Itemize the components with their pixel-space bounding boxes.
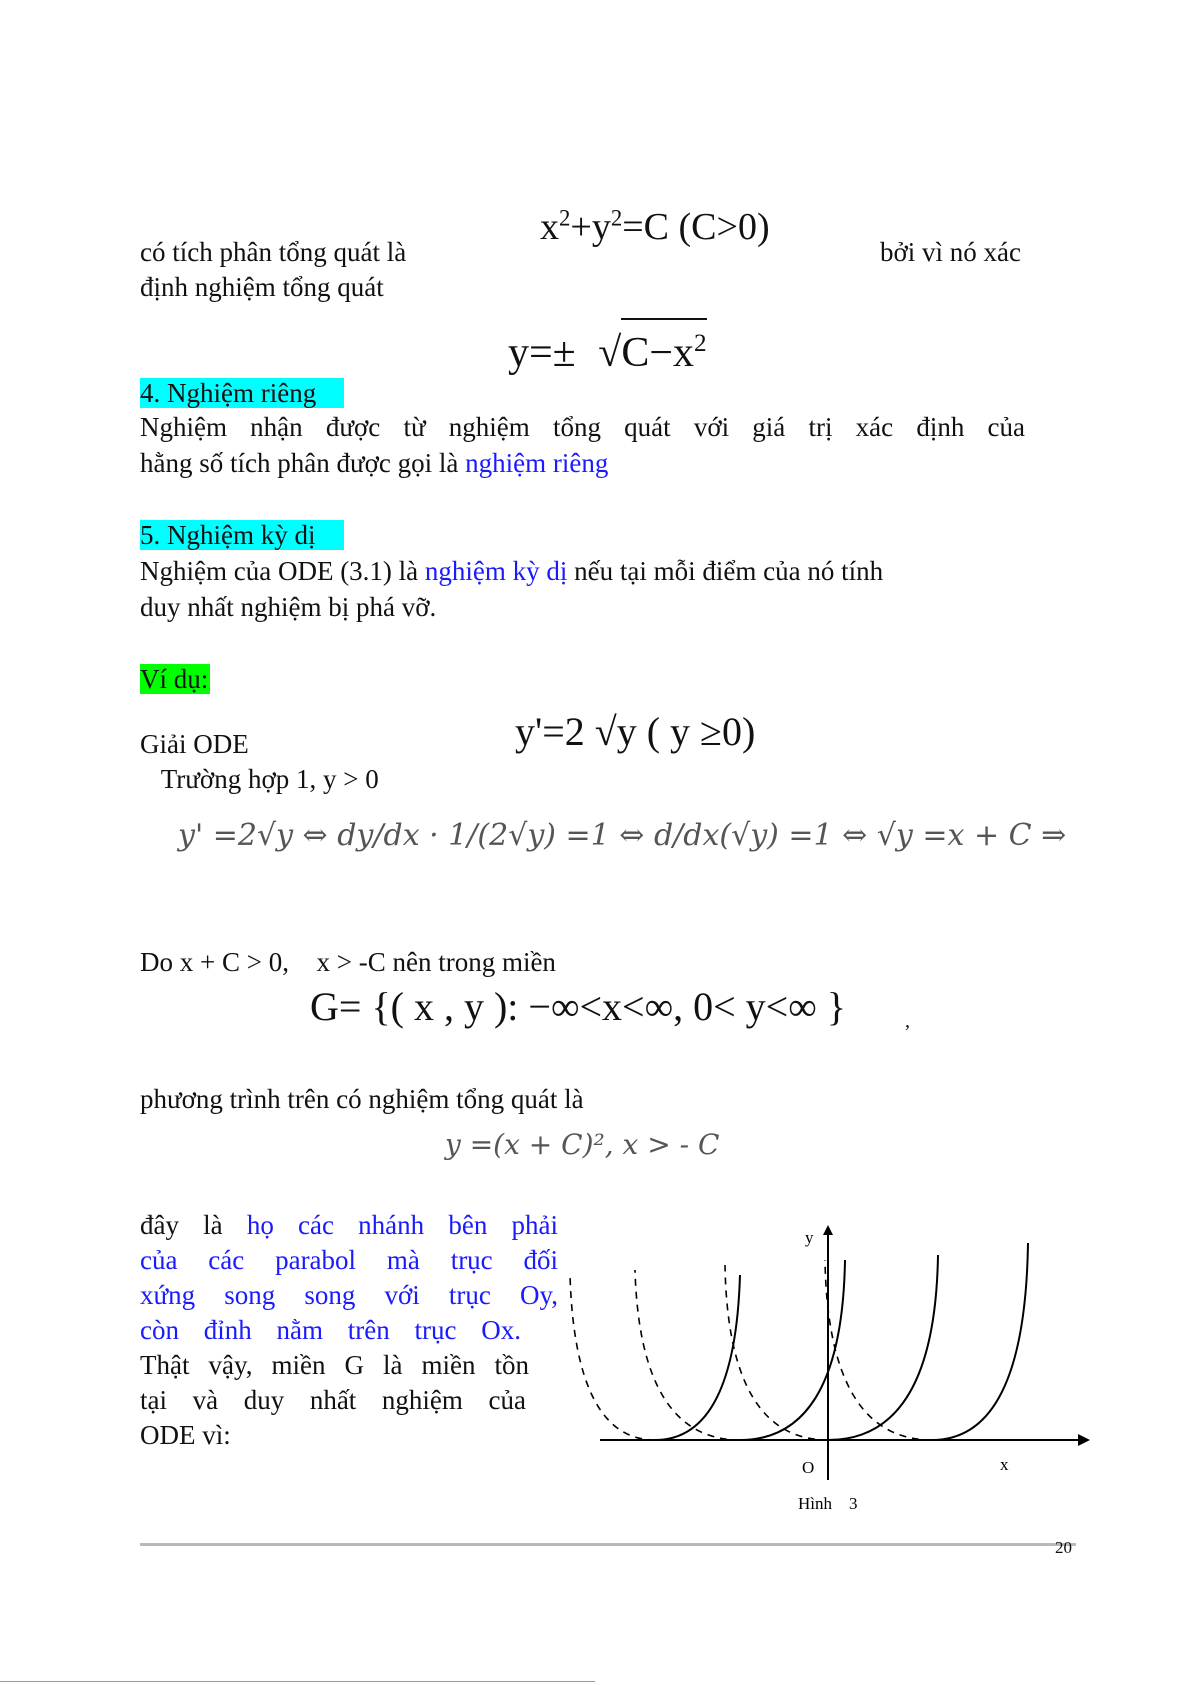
branch-dashed-2 — [635, 1270, 740, 1440]
branch-dashed-3 — [725, 1265, 828, 1440]
page-number: 20 — [1055, 1538, 1072, 1557]
explanation-line-6: tại và duy nhất nghiệm của — [140, 1385, 526, 1415]
section-4-line1: Nghiệm nhận được từ nghiệm tổng quát với giá trị xác định của — [140, 412, 1025, 442]
domain-equation: G= {( x , y ): −∞<x<∞, 0< y<∞ } — [310, 984, 846, 1029]
section-5-line1-pre: Nghiệm của ODE (3.1) là — [140, 556, 425, 586]
footer-rule — [140, 1543, 1076, 1546]
term-nghiem-ky-di: nghiệm kỳ dị — [424, 556, 568, 586]
implies-symbol — [296, 955, 310, 975]
explanation-line-1-pre: đây là — [140, 1210, 247, 1240]
example-label-text: Ví dụ: — [140, 664, 209, 694]
y-axis-arrow — [823, 1225, 833, 1235]
figure-caption: Hình 3 — [798, 1494, 858, 1513]
example-solve: Giải ODE — [140, 729, 249, 759]
branch-solid-1 — [655, 1275, 740, 1440]
term-nghiem-rieng: nghiệm riêng — [465, 448, 609, 478]
domain-intro — [140, 945, 556, 983]
branch-solid-2 — [740, 1260, 845, 1440]
sqrt-symbol: √ — [598, 330, 622, 376]
section-4-line2-pre: hằng số tích phân được gọi là — [140, 448, 466, 478]
case-1-line — [140, 762, 379, 799]
derivation-chain: y' =2√y ⇔ dy/dx · 1/(2√y) =1 ⇔ d/dx(√y) =1 ⇔ √y =x + C ⇒ — [178, 818, 1067, 853]
domain-intro-pre: Do x + C > 0, — [140, 947, 296, 977]
para-intro-after: bởi vì nó xác — [880, 237, 1021, 267]
eq2-radicand: C−x — [621, 330, 695, 376]
eq2-exp: 2 — [694, 330, 707, 357]
y-axis-label: y — [805, 1228, 814, 1247]
branch-dashed-4 — [825, 1260, 932, 1440]
section-5-line1 — [140, 554, 883, 589]
eq1-plus: + — [570, 206, 592, 248]
equation-circle — [540, 205, 770, 249]
figure-parabolas — [560, 1225, 1090, 1515]
section-5-heading — [140, 518, 344, 553]
explanation-line-7: ODE vì: — [140, 1420, 231, 1450]
eq1-x: x — [540, 206, 559, 248]
eq1-y: y — [591, 206, 611, 248]
explanation-paragraph — [140, 1208, 558, 1453]
equation-solution-sqrt — [508, 318, 707, 377]
x-axis-label: x — [1000, 1455, 1009, 1474]
domain-equation-comma: , — [905, 1010, 910, 1032]
section-4-heading — [140, 376, 344, 411]
section-5-line1-post: nếu tại mỗi điểm của nó tính — [567, 556, 884, 586]
section-5-heading-text: 5. Nghiệm kỳ dị — [140, 520, 344, 550]
x-axis-arrow — [1078, 1434, 1090, 1446]
explanation-line-4: còn đỉnh nằm trên trục Ox. — [140, 1315, 521, 1345]
explanation-line-2: của các parabol mà trục đối — [140, 1245, 558, 1275]
eq2-radicand-wrap — [621, 318, 706, 375]
explanation-line-1-term: họ các nhánh bên phải — [246, 1210, 558, 1240]
origin-label: O — [802, 1458, 815, 1477]
section-4-heading-text: 4. Nghiệm riêng — [140, 378, 344, 408]
para-intro-line2: định nghiệm tổng quát — [140, 272, 384, 302]
example-equation: y'=2 √y ( y ≥0) — [515, 709, 756, 754]
eq1-rhs: =C (C>0) — [622, 206, 770, 248]
eq1-exp-x: 2 — [559, 205, 571, 231]
example-label — [140, 662, 210, 697]
section-4-line2 — [140, 446, 608, 481]
explanation-line-5: Thật vậy, miền G là miền tồn — [140, 1350, 529, 1380]
case-1-text: Trường hợp 1, y > 0 — [140, 764, 358, 794]
section-5-line2: duy nhất nghiệm bị phá vỡ. — [140, 592, 437, 622]
para-intro-before: có tích phân tổng quát là — [140, 237, 407, 267]
general-solution-equation: y =(x + C)², x > - C — [445, 1128, 720, 1161]
general-solution-intro: phương trình trên có nghiệm tổng quát là — [140, 1084, 584, 1114]
explanation-line-3: xứng song song với trục Oy, — [140, 1280, 558, 1310]
eq1-exp-y: 2 — [610, 205, 623, 231]
eq2-lhs: y=± — [508, 330, 576, 376]
branch-dashed-1 — [570, 1275, 655, 1440]
domain-intro-post: x > -C nên trong miền — [295, 947, 536, 977]
footnote-separator — [0, 1681, 595, 1682]
branch-solid-4 — [932, 1243, 1028, 1440]
case-bullet — [140, 771, 154, 791]
explanation-line-1 — [140, 1208, 558, 1243]
